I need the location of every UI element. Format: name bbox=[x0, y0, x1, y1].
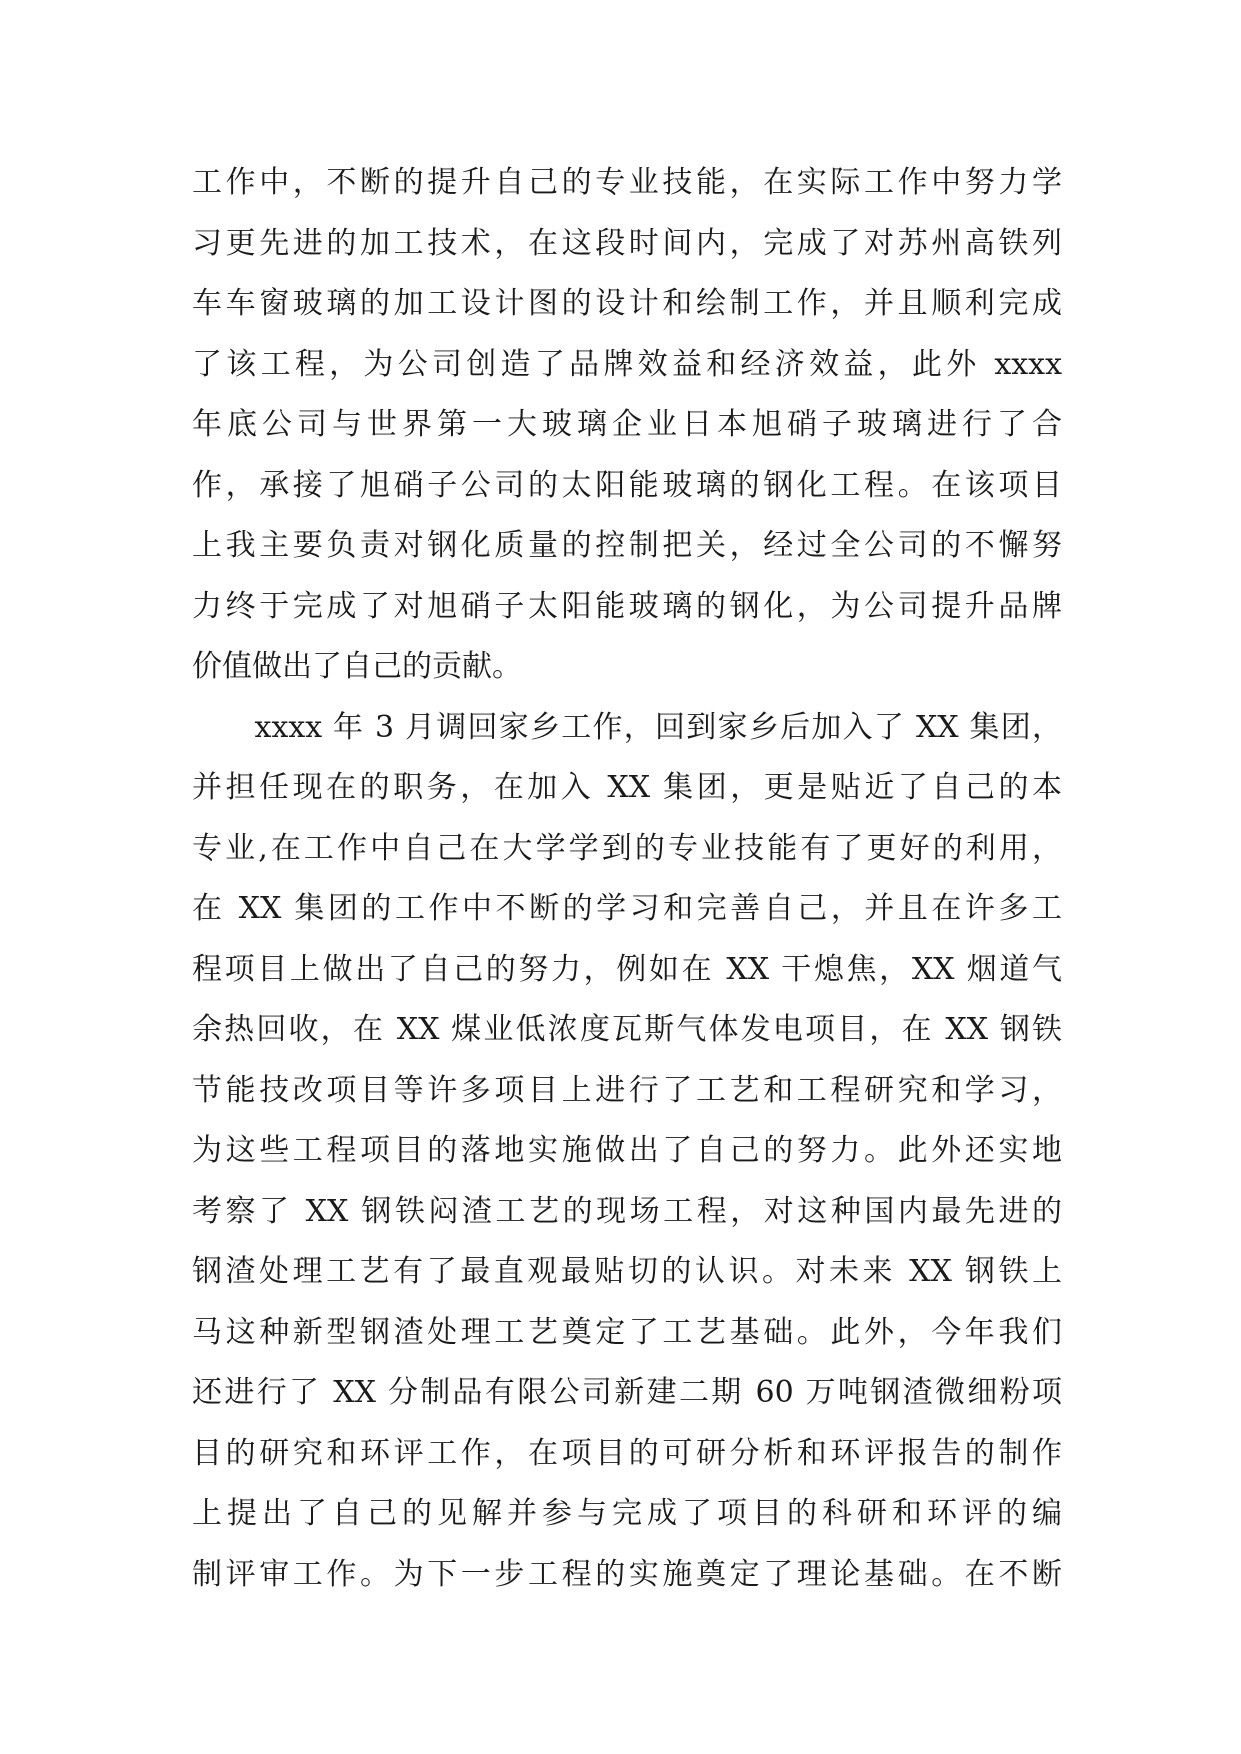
text-line: 节能技改项目等许多项目上进行了工艺和工程研究和学习， bbox=[192, 1072, 1062, 1108]
text-line: 考察了 XX 钢铁闷渣工艺的现场工程，对这种国内最先进的 bbox=[192, 1193, 1062, 1229]
text-line: 还进行了 XX 分制品有限公司新建二期 60 万吨钢渣微细粉项 bbox=[192, 1375, 1062, 1410]
text-line: xxxx 年 3 月调回家乡工作，回到家乡后加入了 XX 集团， bbox=[192, 709, 1062, 745]
text-line: 价值做出了自己的贡献。 bbox=[192, 649, 522, 684]
text-line: 车车窗玻璃的加工设计图的设计和绘制工作，并且顺利完成 bbox=[192, 286, 1062, 321]
text-line: 马这种新型钢渣处理工艺奠定了工艺基础。此外，今年我们 bbox=[192, 1314, 1062, 1350]
body-text bbox=[192, 153, 1062, 1605]
text-line: 上我主要负责对钢化质量的控制把关，经过全公司的不懈努 bbox=[192, 528, 1062, 563]
text-line: 制评审工作。为下一步工程的实施奠定了理论基础。在不断 bbox=[192, 1556, 1062, 1592]
text-line: 目的研究和环评工作，在项目的可研分析和环评报告的制作 bbox=[192, 1435, 1062, 1471]
text-line: 程项目上做出了自己的努力，例如在 XX 干熄焦，XX 烟道气 bbox=[192, 951, 1062, 987]
text-line: 在 XX 集团的工作中不断的学习和完善自己，并且在许多工 bbox=[192, 891, 1062, 926]
text-line: 作，承接了旭硝子公司的太阳能玻璃的钢化工程。在该项目 bbox=[192, 467, 1062, 503]
text-line: 年底公司与世界第一大玻璃企业日本旭硝子玻璃进行了合 bbox=[192, 407, 1062, 442]
text-line: 为这些工程项目的落地实施做出了自己的努力。此外还实地 bbox=[192, 1133, 1062, 1168]
text-line: 习更先进的加工技术，在这段时间内，完成了对苏州高铁列 bbox=[192, 225, 1062, 261]
text-line: 了该工程，为公司创造了品牌效益和经济效益，此外 xxxx bbox=[192, 346, 1062, 382]
text-line: 力终于完成了对旭硝子太阳能玻璃的钢化，为公司提升品牌 bbox=[192, 588, 1062, 624]
text-line: 工作中，不断的提升自己的专业技能，在实际工作中努力学 bbox=[192, 165, 1062, 200]
text-line: 并担任现在的职务，在加入 XX 集团，更是贴近了自己的本 bbox=[192, 770, 1062, 805]
text-line: 钢渣处理工艺有了最直观最贴切的认识。对未来 XX 钢铁上 bbox=[192, 1254, 1062, 1289]
text-line: 专业,在工作中自己在大学学到的专业技能有了更好的利用， bbox=[192, 830, 1062, 866]
text-line: 余热回收，在 XX 煤业低浓度瓦斯气体发电项目，在 XX 钢铁 bbox=[192, 1012, 1062, 1047]
text-line: 上提出了自己的见解并参与完成了项目的科研和环评的编 bbox=[192, 1496, 1062, 1531]
